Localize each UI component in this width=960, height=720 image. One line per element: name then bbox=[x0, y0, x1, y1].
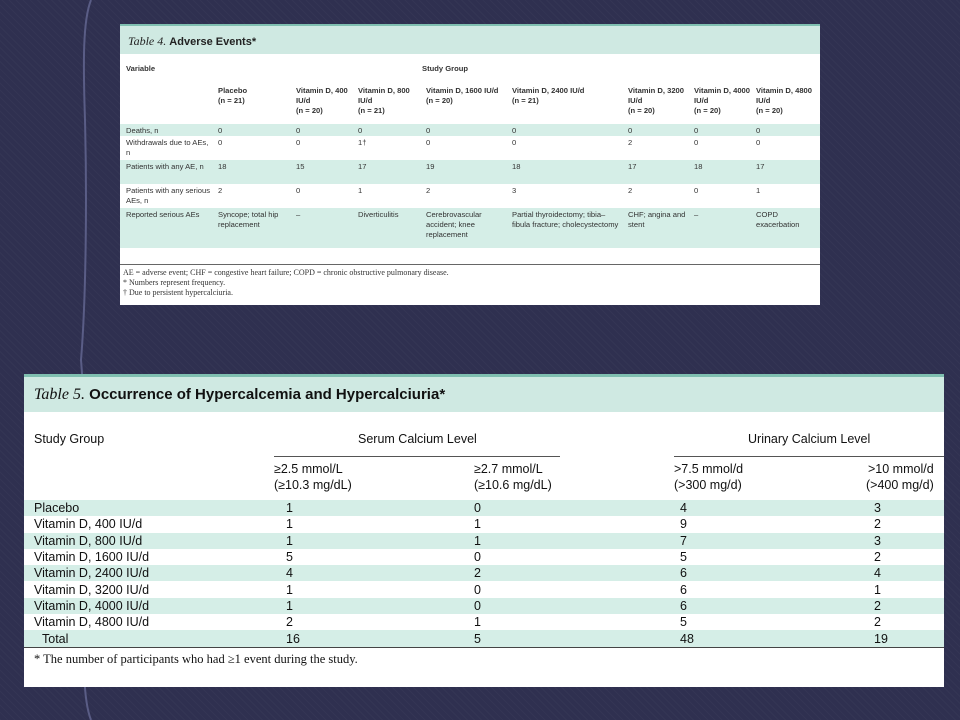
table-cell: 1 bbox=[474, 533, 680, 549]
table-cell: 17 bbox=[352, 160, 420, 184]
table-cell: 4 bbox=[680, 500, 874, 516]
variable-header: Variable bbox=[126, 63, 156, 73]
table-cell: 2 bbox=[218, 186, 223, 195]
table-4-note: AE = adverse event; CHF = congestive heart failure; COPD = chronic obstructive pulmonary disease. bbox=[123, 268, 449, 277]
subcol-header-line1: ≥2.7 mmol/L bbox=[474, 462, 543, 476]
table-cell: 1 bbox=[756, 186, 761, 195]
table-row bbox=[24, 565, 944, 581]
study-group-column-header bbox=[750, 82, 820, 124]
table-cell: 4 bbox=[280, 565, 474, 581]
table-cell: 1 bbox=[286, 582, 293, 597]
adverse-events-table bbox=[120, 54, 820, 248]
table-cell: 0 bbox=[506, 124, 622, 136]
table-cell: 3 bbox=[874, 500, 944, 516]
table-cell: 0 bbox=[212, 124, 290, 136]
table-cell: CHF; angina and stent bbox=[622, 208, 688, 248]
table-cell: 2 bbox=[874, 615, 881, 630]
column-n: (n = 20) bbox=[628, 106, 655, 115]
table-cell: 0 bbox=[474, 500, 680, 516]
row-label: Placebo bbox=[24, 500, 280, 516]
row-label: Vitamin D, 1600 IU/d bbox=[34, 550, 150, 565]
row-label: Patients with any serious AEs, n bbox=[126, 186, 210, 205]
table-row bbox=[24, 500, 944, 516]
table-row bbox=[24, 581, 944, 597]
table-4-title bbox=[120, 24, 820, 54]
table-cell: 0 bbox=[512, 138, 517, 147]
table-cell: 0 bbox=[352, 124, 420, 136]
table-cell: 2 bbox=[874, 517, 881, 532]
row-label: Vitamin D, 2400 IU/d bbox=[24, 565, 280, 581]
column-name: Placebo bbox=[218, 86, 248, 95]
table-cell: 1 bbox=[874, 582, 881, 597]
table-cell: 1 bbox=[280, 598, 474, 614]
column-n: (n = 21) bbox=[218, 96, 245, 105]
table-cell: 0 bbox=[688, 124, 750, 136]
subcol-header-line2: (≥10.6 mg/dL) bbox=[474, 478, 552, 492]
column-name: Vitamin D, 2400 IU/d bbox=[512, 86, 585, 95]
table-cell: 18 bbox=[506, 160, 622, 184]
subcol-header-line2: (≥10.3 mg/dL) bbox=[274, 478, 352, 492]
row-label: Withdrawals due to AEs, n bbox=[126, 138, 209, 157]
table-4-title-text: Adverse Events* bbox=[169, 36, 257, 48]
table-4-number: Table 4. bbox=[128, 34, 167, 48]
table-cell: 0 bbox=[296, 186, 301, 195]
table-4-notes bbox=[123, 268, 449, 298]
column-name: Vitamin D, 3200 IU/d bbox=[628, 86, 684, 105]
table-row bbox=[24, 533, 944, 549]
table-cell: – bbox=[290, 208, 352, 248]
table-cell: 3 bbox=[874, 533, 944, 549]
table-cell: 7 bbox=[680, 533, 874, 549]
table-cell: Syncope; total hip replacement bbox=[212, 208, 290, 248]
table-cell: 9 bbox=[680, 517, 687, 532]
table-cell: 5 bbox=[474, 630, 680, 646]
table-cell: 0 bbox=[694, 186, 699, 195]
row-label: Vitamin D, 3200 IU/d bbox=[34, 582, 150, 597]
column-name: Vitamin D, 4000 IU/d bbox=[694, 86, 750, 105]
table-row bbox=[24, 516, 944, 532]
table-cell: 5 bbox=[680, 550, 687, 565]
subcol-header-line2: (>400 mg/d) bbox=[866, 478, 934, 492]
table-cell: Partial thyroidectomy; tibia–fibula fracture; cholecystectomy bbox=[506, 208, 622, 248]
table-cell: 1 bbox=[280, 533, 474, 549]
table-cell: 0 bbox=[474, 550, 481, 565]
table-cell: 48 bbox=[680, 630, 874, 646]
table-cell: 3 bbox=[512, 186, 517, 195]
table-cell: 18 bbox=[212, 160, 290, 184]
study-group-column-header bbox=[290, 82, 352, 124]
table-4-divider bbox=[120, 264, 820, 265]
table-cell: 0 bbox=[694, 138, 699, 147]
table-cell: 6 bbox=[680, 598, 874, 614]
study-group-header: Study Group bbox=[422, 63, 468, 73]
urinary-header-rule bbox=[674, 456, 944, 457]
column-n: (n = 20) bbox=[756, 106, 783, 115]
table-cell: 2 bbox=[286, 615, 293, 630]
table-4-note: * Numbers represent frequency. bbox=[123, 278, 226, 287]
table-cell: 1 bbox=[474, 517, 481, 532]
column-n: (n = 20) bbox=[694, 106, 721, 115]
subcol-header-line1: ≥2.5 mmol/L bbox=[274, 462, 343, 476]
table-row bbox=[24, 630, 944, 646]
subcol-header-line1: >7.5 mmol/d bbox=[674, 462, 744, 476]
table-row bbox=[120, 208, 820, 248]
column-name: Vitamin D, 800 IU/d bbox=[358, 86, 410, 105]
row-label: Vitamin D, 4000 IU/d bbox=[24, 598, 280, 614]
table-cell: COPD exacerbation bbox=[750, 208, 820, 248]
subcol-header-line1: >10 mmol/d bbox=[868, 462, 934, 476]
table-cell: 15 bbox=[290, 160, 352, 184]
hypercalcemia-table bbox=[24, 500, 944, 647]
table-row bbox=[120, 160, 820, 184]
table-cell: 5 bbox=[680, 615, 687, 630]
table-cell: 19 bbox=[420, 160, 506, 184]
study-group-header: Study Group bbox=[34, 432, 105, 446]
table-cell: 1 bbox=[286, 517, 293, 532]
table-cell: 6 bbox=[680, 582, 687, 597]
table-cell: 2 bbox=[628, 138, 633, 147]
table-cell: 16 bbox=[280, 630, 474, 646]
row-label: Patients with any AE, n bbox=[120, 160, 212, 184]
table-5-footnote: * The number of participants who had ≥1 event during the study. bbox=[34, 651, 358, 666]
table-cell: Cerebrovascular accident; knee replacement bbox=[420, 208, 506, 248]
table-cell: 17 bbox=[622, 160, 688, 184]
table-cell: 1 bbox=[280, 500, 474, 516]
table-cell: 4 bbox=[874, 565, 944, 581]
row-label: Reported serious AEs bbox=[120, 208, 212, 248]
urinary-calcium-header: Urinary Calcium Level bbox=[748, 432, 871, 446]
table-5-number: Table 5. bbox=[34, 386, 85, 403]
study-group-column-header bbox=[420, 82, 506, 124]
serum-calcium-header: Serum Calcium Level bbox=[358, 432, 477, 446]
subcol-header-line2: (>300 mg/d) bbox=[674, 478, 742, 492]
table-cell: 1 bbox=[358, 186, 363, 195]
table-cell: 0 bbox=[756, 138, 761, 147]
table-row bbox=[120, 124, 820, 136]
table-row bbox=[24, 614, 944, 630]
study-group-column-header bbox=[212, 82, 290, 124]
table-cell: 2 bbox=[874, 550, 881, 565]
study-group-column-header bbox=[506, 82, 622, 124]
table-cell: 2 bbox=[474, 565, 680, 581]
row-label: Total bbox=[24, 630, 280, 646]
table-cell: – bbox=[688, 208, 750, 248]
table-cell: 0 bbox=[420, 124, 506, 136]
column-n: (n = 20) bbox=[296, 106, 323, 115]
table-4-note: † Due to persistent hypercalciuria. bbox=[123, 288, 233, 297]
row-label: Vitamin D, 400 IU/d bbox=[34, 517, 143, 532]
column-header-row bbox=[120, 82, 820, 124]
column-name: Vitamin D, 1600 IU/d bbox=[426, 86, 499, 95]
row-label: Vitamin D, 800 IU/d bbox=[24, 533, 280, 549]
table-5-header bbox=[24, 412, 944, 500]
column-name: Vitamin D, 4800 IU/d bbox=[756, 86, 812, 105]
table-cell: 6 bbox=[680, 565, 874, 581]
table-5-panel bbox=[24, 374, 944, 687]
table-cell: 0 bbox=[750, 124, 820, 136]
table-cell: 0 bbox=[622, 124, 688, 136]
column-n: (n = 21) bbox=[512, 96, 539, 105]
table-row bbox=[24, 598, 944, 614]
column-n: (n = 20) bbox=[426, 96, 453, 105]
table-cell: 0 bbox=[296, 138, 301, 147]
table-5-title bbox=[24, 374, 944, 412]
table-row bbox=[120, 136, 820, 160]
column-name: Vitamin D, 400 IU/d bbox=[296, 86, 348, 105]
table-5-title-text: Occurrence of Hypercalcemia and Hypercalciuria* bbox=[89, 386, 446, 403]
table-4-panel bbox=[120, 24, 820, 305]
table-cell: 0 bbox=[474, 598, 680, 614]
table-cell: 2 bbox=[426, 186, 431, 195]
table-cell: 0 bbox=[426, 138, 431, 147]
row-label: Vitamin D, 4800 IU/d bbox=[34, 615, 150, 630]
table-cell: 5 bbox=[286, 550, 293, 565]
table-cell: 0 bbox=[218, 138, 223, 147]
table-cell: 2 bbox=[874, 598, 944, 614]
table-cell: 1 bbox=[474, 615, 481, 630]
study-group-column-header bbox=[622, 82, 688, 124]
serum-header-rule bbox=[274, 456, 560, 457]
table-cell: 1† bbox=[358, 138, 367, 147]
study-group-column-header bbox=[352, 82, 420, 124]
table-cell: 0 bbox=[290, 124, 352, 136]
column-n: (n = 21) bbox=[358, 106, 385, 115]
table-cell: 18 bbox=[688, 160, 750, 184]
table-cell: 0 bbox=[474, 582, 481, 597]
table-row bbox=[120, 184, 820, 208]
table-cell: 17 bbox=[750, 160, 820, 184]
row-label: Deaths, n bbox=[120, 124, 212, 136]
table-cell: Diverticulitis bbox=[352, 208, 420, 248]
study-group-column-header bbox=[688, 82, 750, 124]
table-cell: 2 bbox=[628, 186, 633, 195]
table-cell: 19 bbox=[874, 630, 944, 646]
table-row bbox=[24, 549, 944, 565]
